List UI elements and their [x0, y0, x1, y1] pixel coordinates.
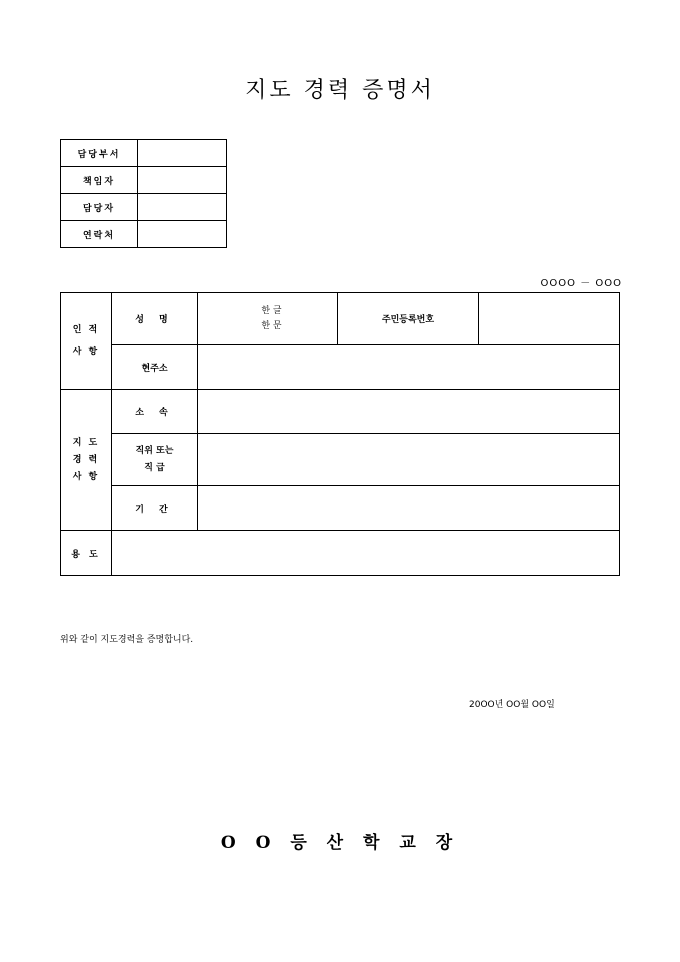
position-label: 직위 또는 직 급: [112, 434, 198, 486]
approval-value-contact: [138, 221, 227, 248]
approval-value-department: [138, 140, 227, 167]
name-label: 성 명: [112, 293, 198, 345]
period-row: [61, 486, 620, 531]
approval-label-department: 담당부서: [61, 140, 138, 167]
period-label: 기 간: [112, 486, 198, 531]
name-row: [61, 293, 620, 345]
resident-number-field: [479, 293, 620, 345]
approval-row: [61, 194, 227, 221]
career-section-label: 지 도 경 력 사 항: [61, 390, 112, 531]
address-row: [61, 345, 620, 390]
approval-label-staff: 담당자: [61, 194, 138, 221]
approval-row: [61, 140, 227, 167]
address-label: 현주소: [112, 345, 198, 390]
period-field: [198, 486, 620, 531]
issuer-name: O O 등 산 학 교 장: [220, 833, 460, 853]
approval-label-contact: 연락처: [61, 221, 138, 248]
resident-number-label: 주민등록번호: [338, 293, 479, 345]
purpose-label: 용 도: [61, 531, 112, 576]
purpose-field: [112, 531, 620, 576]
document-title: 지도 경력 증명서: [245, 78, 435, 103]
affiliation-label: 소 속: [112, 390, 198, 434]
approval-label-manager: 책임자: [61, 167, 138, 194]
affiliation-row: [61, 390, 620, 434]
purpose-row: [61, 531, 620, 576]
approval-row: [61, 221, 227, 248]
approval-value-staff: [138, 194, 227, 221]
certificate-table: [60, 292, 620, 576]
name-hanja-label: 한 문: [261, 320, 282, 331]
position-field: [198, 434, 620, 486]
issue-date: 20OO년 OO월 OO일: [469, 700, 555, 710]
personal-section-label: 인 적 사 항: [61, 293, 112, 390]
affiliation-field: [198, 390, 620, 434]
approval-row: [61, 167, 227, 194]
position-row: [61, 434, 620, 486]
approval-value-manager: [138, 167, 227, 194]
name-field: [198, 293, 338, 345]
approval-box: [60, 139, 227, 248]
address-field: [198, 345, 620, 390]
document-number: OOOO － OOO: [540, 278, 622, 289]
name-korean-label: 한 글: [261, 305, 282, 316]
certification-statement: 위와 같이 지도경력을 증명합니다.: [60, 635, 194, 645]
